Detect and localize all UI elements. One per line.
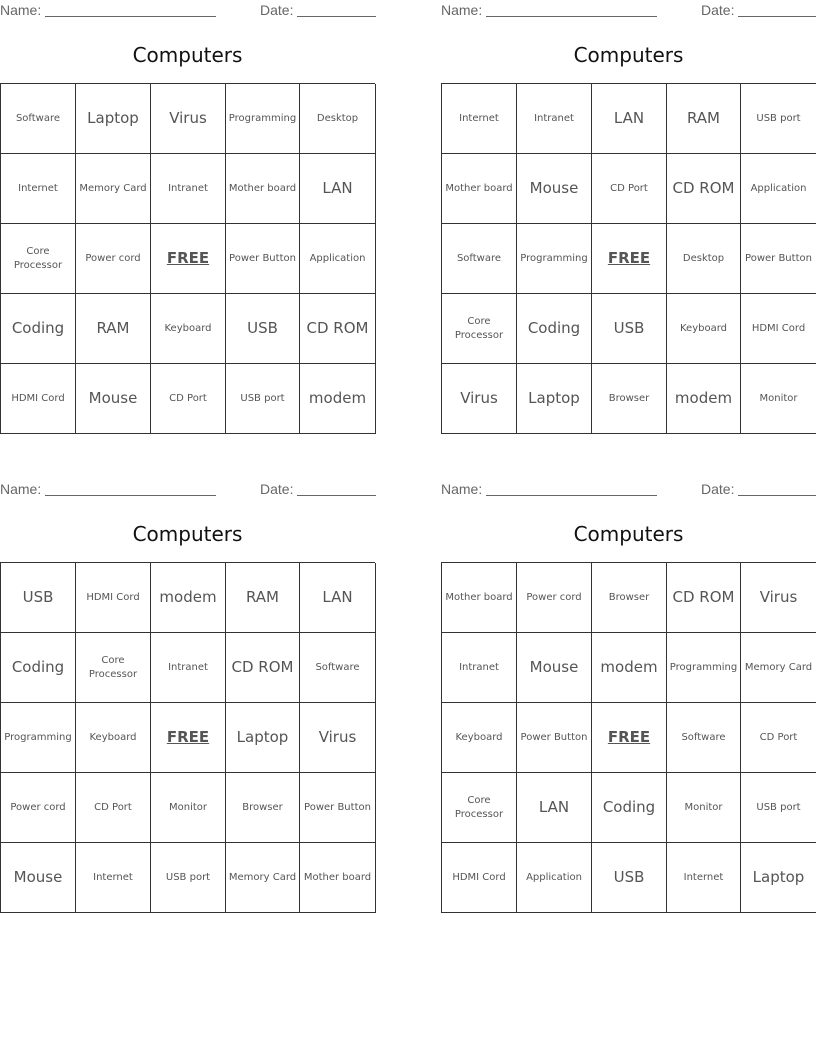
bingo-cell[interactable]: Core Processor: [442, 294, 517, 364]
bingo-cell[interactable]: Application: [741, 154, 816, 224]
name-blank[interactable]: [45, 483, 216, 496]
card-title: Computers: [573, 522, 684, 546]
bingo-cell[interactable]: USB port: [741, 773, 816, 843]
bingo-cell[interactable]: Monitor: [151, 773, 226, 843]
bingo-cell[interactable]: Virus: [741, 563, 816, 633]
bingo-grid: [0, 562, 375, 913]
bingo-cell[interactable]: Intranet: [517, 84, 592, 154]
free-space-cell[interactable]: FREE: [592, 703, 667, 773]
bingo-cell[interactable]: LAN: [300, 563, 376, 633]
bingo-cell[interactable]: modem: [592, 633, 667, 703]
bingo-cell[interactable]: Programming: [1, 703, 76, 773]
bingo-cell[interactable]: Power cord: [517, 563, 592, 633]
bingo-cell[interactable]: LAN: [592, 84, 667, 154]
date-blank[interactable]: [297, 483, 376, 496]
bingo-cell[interactable]: Keyboard: [442, 703, 517, 773]
bingo-cell[interactable]: Software: [442, 224, 517, 294]
bingo-cell[interactable]: Keyboard: [76, 703, 151, 773]
date-label: Date:: [701, 481, 735, 497]
name-label: Name:: [0, 481, 42, 497]
bingo-cell[interactable]: Mother board: [442, 563, 517, 633]
name-date-row: [0, 479, 375, 501]
date-blank[interactable]: [738, 483, 816, 496]
bingo-grid: [441, 562, 816, 913]
bingo-cell[interactable]: Browser: [592, 364, 667, 434]
bingo-cell[interactable]: Memory Card: [76, 154, 151, 224]
bingo-cell[interactable]: Core Processor: [442, 773, 517, 843]
bingo-cell[interactable]: CD Port: [741, 703, 816, 773]
bingo-cell[interactable]: Browser: [226, 773, 300, 843]
bingo-cell[interactable]: CD ROM: [300, 294, 376, 364]
bingo-cell[interactable]: Virus: [151, 84, 226, 154]
bingo-card: [0, 0, 375, 408]
name-blank[interactable]: [486, 4, 657, 17]
bingo-cell[interactable]: Internet: [76, 843, 151, 913]
bingo-cell[interactable]: modem: [667, 364, 741, 434]
bingo-cell[interactable]: Core Processor: [1, 224, 76, 294]
name-label: Name:: [441, 2, 483, 18]
bingo-cell[interactable]: Power Button: [300, 773, 376, 843]
bingo-cell[interactable]: Coding: [1, 294, 76, 364]
card-title: Computers: [132, 522, 243, 546]
bingo-cell[interactable]: Power cord: [76, 224, 151, 294]
bingo-card: [441, 0, 816, 408]
bingo-cell[interactable]: Application: [300, 224, 376, 294]
bingo-cell[interactable]: HDMI Cord: [741, 294, 816, 364]
bingo-cell[interactable]: USB: [592, 294, 667, 364]
name-label: Name:: [441, 481, 483, 497]
bingo-cell[interactable]: Programming: [517, 224, 592, 294]
bingo-cell[interactable]: LAN: [517, 773, 592, 843]
card-title: Computers: [573, 43, 684, 67]
bingo-cell[interactable]: Software: [1, 84, 76, 154]
bingo-cell[interactable]: Memory Card: [741, 633, 816, 703]
bingo-cell[interactable]: modem: [300, 364, 376, 434]
bingo-cell[interactable]: Mother board: [226, 154, 300, 224]
bingo-cell[interactable]: USB port: [226, 364, 300, 434]
date-label: Date:: [260, 2, 294, 18]
bingo-cell[interactable]: CD ROM: [226, 633, 300, 703]
name-label: Name:: [0, 2, 42, 18]
bingo-cell[interactable]: Internet: [1, 154, 76, 224]
bingo-card: [441, 479, 816, 887]
bingo-cell[interactable]: Keyboard: [667, 294, 741, 364]
bingo-cell[interactable]: RAM: [667, 84, 741, 154]
card-title: Computers: [132, 43, 243, 67]
bingo-cell[interactable]: Internet: [442, 84, 517, 154]
bingo-cell[interactable]: Power Button: [741, 224, 816, 294]
bingo-cell[interactable]: CD Port: [76, 773, 151, 843]
bingo-cell[interactable]: USB: [1, 563, 76, 633]
date-label: Date:: [701, 2, 735, 18]
bingo-cell[interactable]: Power Button: [517, 703, 592, 773]
bingo-cell[interactable]: Browser: [592, 563, 667, 633]
bingo-cell[interactable]: Programming: [226, 84, 300, 154]
bingo-cell[interactable]: Power cord: [1, 773, 76, 843]
bingo-cell[interactable]: Virus: [300, 703, 376, 773]
bingo-cell[interactable]: Mouse: [517, 633, 592, 703]
bingo-cell[interactable]: RAM: [226, 563, 300, 633]
bingo-cell[interactable]: Mouse: [1, 843, 76, 913]
bingo-cell[interactable]: modem: [151, 563, 226, 633]
bingo-cell[interactable]: Intranet: [442, 633, 517, 703]
bingo-cell[interactable]: Coding: [1, 633, 76, 703]
bingo-cell[interactable]: HDMI Cord: [76, 563, 151, 633]
bingo-cell[interactable]: USB: [592, 843, 667, 913]
bingo-cell[interactable]: Intranet: [151, 154, 226, 224]
free-space-cell[interactable]: FREE: [151, 224, 226, 294]
bingo-cell[interactable]: Laptop: [741, 843, 816, 913]
bingo-cell[interactable]: Core Processor: [76, 633, 151, 703]
bingo-cell[interactable]: Software: [300, 633, 376, 703]
bingo-cell[interactable]: Desktop: [667, 224, 741, 294]
bingo-cell[interactable]: CD Port: [151, 364, 226, 434]
bingo-cell[interactable]: USB: [226, 294, 300, 364]
bingo-cell[interactable]: Mouse: [76, 364, 151, 434]
bingo-cell[interactable]: Coding: [517, 294, 592, 364]
name-blank[interactable]: [486, 483, 657, 496]
bingo-cell[interactable]: Mouse: [517, 154, 592, 224]
bingo-card: [0, 479, 375, 887]
bingo-cell[interactable]: Internet: [667, 843, 741, 913]
bingo-cell[interactable]: USB port: [151, 843, 226, 913]
date-blank[interactable]: [738, 4, 816, 17]
free-space-cell[interactable]: FREE: [151, 703, 226, 773]
bingo-cell[interactable]: CD ROM: [667, 563, 741, 633]
bingo-cell[interactable]: Memory Card: [226, 843, 300, 913]
bingo-grid: [441, 83, 816, 434]
bingo-cell[interactable]: CD ROM: [667, 154, 741, 224]
bingo-cell[interactable]: HDMI Cord: [1, 364, 76, 434]
date-label: Date:: [260, 481, 294, 497]
bingo-cell[interactable]: Virus: [442, 364, 517, 434]
free-space-cell[interactable]: FREE: [592, 224, 667, 294]
bingo-cell[interactable]: Programming: [667, 633, 741, 703]
bingo-cell[interactable]: Laptop: [76, 84, 151, 154]
bingo-cell[interactable]: Intranet: [151, 633, 226, 703]
bingo-cell[interactable]: Coding: [592, 773, 667, 843]
bingo-cell[interactable]: HDMI Cord: [442, 843, 517, 913]
bingo-cell[interactable]: Monitor: [741, 364, 816, 434]
bingo-cell[interactable]: Software: [667, 703, 741, 773]
bingo-cell[interactable]: Application: [517, 843, 592, 913]
bingo-cell[interactable]: Keyboard: [151, 294, 226, 364]
bingo-cell[interactable]: Laptop: [517, 364, 592, 434]
bingo-cell[interactable]: Mother board: [442, 154, 517, 224]
name-date-row: [441, 0, 816, 22]
bingo-cell[interactable]: Laptop: [226, 703, 300, 773]
name-date-row: [441, 479, 816, 501]
bingo-cell[interactable]: Monitor: [667, 773, 741, 843]
name-blank[interactable]: [45, 4, 216, 17]
bingo-cell[interactable]: CD Port: [592, 154, 667, 224]
bingo-cell[interactable]: USB port: [741, 84, 816, 154]
bingo-cell[interactable]: Desktop: [300, 84, 376, 154]
bingo-grid: [0, 83, 375, 434]
bingo-cell[interactable]: LAN: [300, 154, 376, 224]
bingo-cell[interactable]: Mother board: [300, 843, 376, 913]
name-date-row: [0, 0, 375, 22]
bingo-cell[interactable]: RAM: [76, 294, 151, 364]
date-blank[interactable]: [297, 4, 376, 17]
bingo-cell[interactable]: Power Button: [226, 224, 300, 294]
